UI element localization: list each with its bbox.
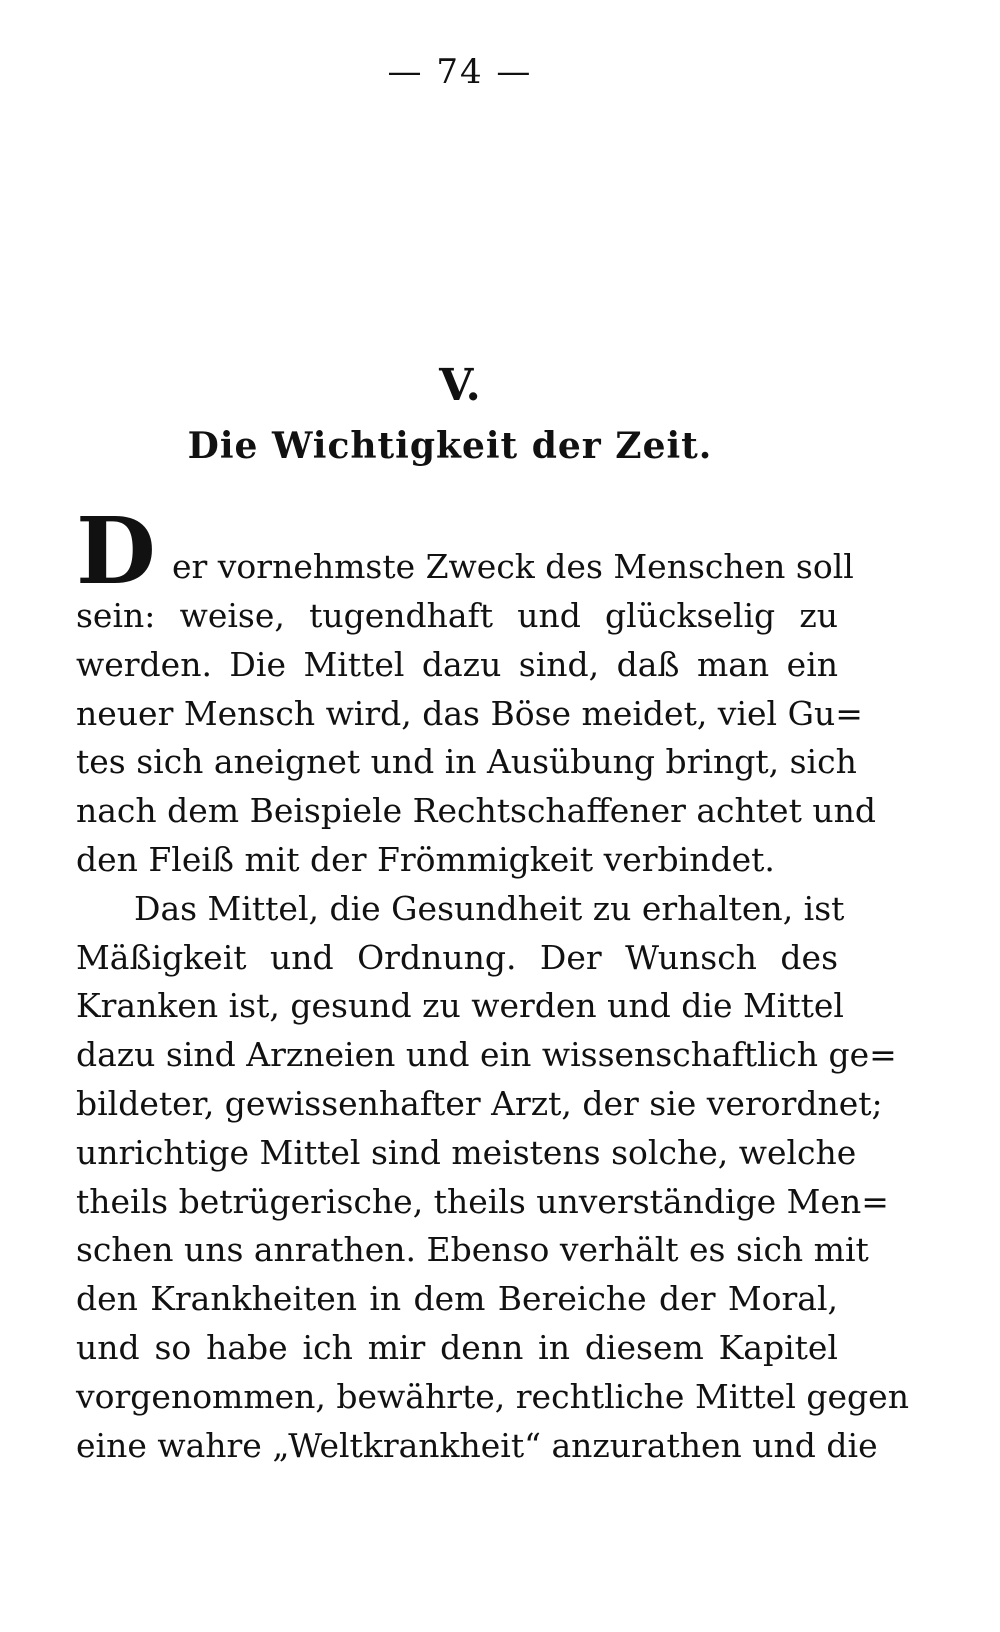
text-line: er vornehmste Zweck des Menschen soll bbox=[172, 547, 854, 587]
page-number: — 74 — bbox=[387, 52, 533, 92]
text-line: neuer Mensch wird, das Böse meidet, viel Gu= bbox=[76, 693, 863, 733]
text-line: dazu sind Arzneien und ein wissenschaftlich ge= bbox=[76, 1035, 897, 1075]
text-line: den Fleiß mit der Frömmigkeit verbindet. bbox=[76, 839, 775, 879]
text-line: nach dem Beispiele Rechtschaffener achtet und bbox=[76, 791, 876, 831]
text-line: unrichtige Mittel sind meistens solche, welche bbox=[76, 1132, 857, 1172]
text-line: und so habe ich mir denn in diesem Kapitel bbox=[76, 1327, 838, 1367]
body-text bbox=[76, 497, 909, 1470]
text-line: eine wahre „Weltkrankheit“ anzurathen und die bbox=[76, 1425, 878, 1465]
text-line: theils betrügerische, theils unverständige Men= bbox=[76, 1181, 889, 1221]
text-line: tes sich aneignet und in Ausübung bringt, sich bbox=[76, 742, 857, 782]
chapter-numeral: V. bbox=[439, 360, 481, 411]
text-line: Mäßigkeit und Ordnung. Der Wunsch des bbox=[76, 937, 838, 977]
text-line: Das Mittel, die Gesundheit zu erhalten, ist bbox=[134, 888, 845, 928]
text-line: Kranken ist, gesund zu werden und die Mittel bbox=[76, 986, 844, 1026]
text-line: bildeter, gewissenhafter Arzt, der sie verordnet; bbox=[76, 1083, 883, 1123]
first-line bbox=[76, 497, 854, 605]
text-line: sein: weise, tugendhaft und glückselig zu bbox=[76, 596, 838, 635]
text-line: den Krankheiten in dem Bereiche der Moral, bbox=[76, 1279, 838, 1319]
drop-cap: D bbox=[76, 497, 156, 605]
chapter-title: Die Wichtigkeit der Zeit. bbox=[187, 425, 713, 467]
text-line: schen uns anrathen. Ebenso verhält es sich mit bbox=[76, 1230, 869, 1270]
text-line: werden. Die Mittel dazu sind, daß man ein bbox=[76, 644, 838, 684]
text-line: vorgenommen, bewährte, rechtliche Mittel gegen bbox=[76, 1376, 909, 1416]
